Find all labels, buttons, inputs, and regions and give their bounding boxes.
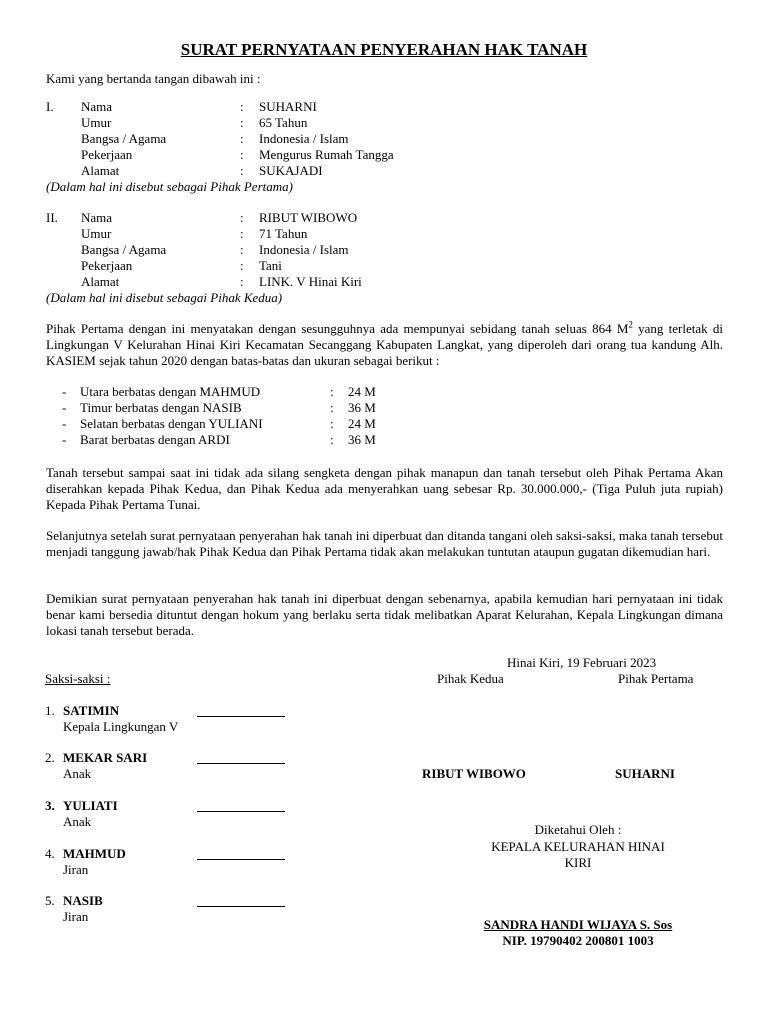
party-1-row	[46, 163, 726, 179]
paragraph-transfer	[46, 465, 723, 513]
bullet-dash: -	[62, 432, 67, 447]
witness-entry	[45, 750, 305, 784]
field-value: Mengurus Rumah Tangga	[259, 147, 394, 162]
party-1-note: (Dalam hal ini disebut sebagai Pihak Pertama)	[46, 179, 293, 194]
colon: :	[240, 163, 244, 178]
boundary-list	[62, 384, 422, 448]
field-label: Umur	[81, 115, 112, 130]
witness-role: Jiran	[63, 909, 89, 924]
witness-name: MAHMUD	[63, 846, 126, 861]
party-2-row	[46, 258, 726, 274]
signature-line	[197, 763, 285, 764]
witness-number: 5.	[45, 893, 55, 908]
colon: :	[240, 226, 244, 241]
field-value: 71 Tahun	[259, 226, 308, 241]
boundary-item	[62, 432, 422, 448]
field-value: Indonesia / Islam	[259, 242, 349, 257]
signature-line	[197, 859, 285, 860]
boundary-item	[62, 416, 422, 432]
para-3-text: Selanjutnya setelah surat pernyataan penyerahan hak tanah ini diperbuat dan ditanda tangani oleh saksi-saksi, maka tanah tersebut menjadi tanggung jawab/hak Pihak Kedua dan Pihak Pertama tidak akan melakukan tuntutan ataupun gugatan dikemudian hari.	[46, 528, 723, 559]
party-1-row	[46, 147, 726, 163]
area-superscript: 2	[628, 319, 633, 330]
paragraph-land-description	[46, 321, 723, 369]
field-value: LINK. V Hinai Kiri	[259, 274, 362, 289]
witnesses-heading: Saksi-saksi :	[45, 671, 111, 686]
field-label: Nama	[81, 210, 113, 225]
field-label: Pekerjaan	[81, 147, 133, 162]
party-2-row	[46, 210, 726, 226]
signer-pihak-pertama: SUHARNI	[615, 766, 675, 781]
para-1-text: Pihak Pertama dengan ini menyatakan dengan sesungguhnya ada mempunyai sebidang tanah seluas 864 M	[46, 321, 629, 336]
witness-name: SATIMIN	[63, 703, 120, 718]
colon: :	[330, 416, 334, 431]
boundary-text: Barat berbatas dengan ARDI	[80, 432, 230, 447]
witness-entry	[45, 798, 305, 832]
boundary-text: Selatan berbatas dengan YULIANI	[80, 416, 263, 431]
party-1-row	[46, 115, 726, 131]
boundary-text: Utara berbatas dengan MAHMUD	[80, 384, 261, 399]
field-label: Alamat	[81, 163, 120, 178]
boundary-item	[62, 384, 422, 400]
office-title-line-2: KIRI	[564, 855, 592, 870]
colon: :	[240, 274, 244, 289]
field-label: Nama	[81, 99, 113, 114]
colon: :	[240, 258, 244, 273]
field-value: 65 Tahun	[259, 115, 308, 130]
document-title: SURAT PERNYATAAN PENYERAHAN HAK TANAH	[180, 40, 588, 59]
party-2-section	[46, 210, 726, 306]
witness-number: 4.	[45, 846, 55, 861]
party-1-number: I.	[46, 99, 54, 114]
boundary-size: 24 M	[348, 416, 376, 431]
bullet-dash: -	[62, 416, 67, 431]
signature-line	[197, 716, 285, 717]
witness-entry	[45, 893, 305, 927]
party-2-number: II.	[46, 210, 58, 225]
signature-line	[197, 811, 285, 812]
colon: :	[240, 210, 244, 225]
field-value: RIBUT WIBOWO	[259, 210, 358, 225]
boundary-text: Timur berbatas dengan NASIB	[80, 400, 242, 415]
colon: :	[240, 131, 244, 146]
colon: :	[240, 147, 244, 162]
signer-pihak-kedua: RIBUT WIBOWO	[422, 766, 526, 781]
boundary-size: 36 M	[348, 400, 376, 415]
bullet-dash: -	[62, 400, 67, 415]
colon: :	[330, 384, 334, 399]
witness-role: Kepala Lingkungan V	[63, 719, 179, 734]
field-label: Bangsa / Agama	[81, 131, 167, 146]
witness-role: Anak	[63, 766, 92, 781]
witness-number: 1.	[45, 703, 55, 718]
field-value: SUKAJADI	[259, 163, 323, 178]
signature-line	[197, 906, 285, 907]
boundary-size: 24 M	[348, 384, 376, 399]
known-by-label: Diketahui Oleh :	[534, 822, 622, 837]
party-1-row	[46, 99, 726, 115]
field-label: Bangsa / Agama	[81, 242, 167, 257]
party-1-row	[46, 131, 726, 147]
paragraph-responsibility	[46, 528, 723, 560]
witness-entry	[45, 703, 305, 737]
pihak-pertama-label: Pihak Pertama	[618, 671, 694, 686]
intro-text: Kami yang bertanda tangan dibawah ini :	[46, 71, 261, 86]
colon: :	[240, 115, 244, 130]
colon: :	[240, 99, 244, 114]
witness-name: YULIATI	[63, 798, 118, 813]
paragraph-closing	[46, 591, 723, 639]
pihak-kedua-label: Pihak Kedua	[437, 671, 504, 686]
field-label: Alamat	[81, 274, 120, 289]
witness-entry	[45, 846, 305, 880]
party-1-section	[46, 99, 726, 195]
field-value: Tani	[259, 258, 282, 273]
colon: :	[330, 400, 334, 415]
place-date: Hinai Kiri, 19 Februari 2023	[507, 655, 657, 670]
party-2-row	[46, 242, 726, 258]
boundary-item	[62, 400, 422, 416]
witness-number: 3.	[45, 798, 55, 813]
para-4-text: Demikian surat pernyataan penyerahan hak tanah ini diperbuat dengan sebenarnya, apabila kemudian hari pernyataan ini tidak benar kami bersedia dituntut dengan hokum yang berlaku serta tidak melibatkan Aparat Kelurahan, Kepala Lingkungan dimana lokasi tanah tersebut berada.	[46, 591, 723, 638]
boundary-size: 36 M	[348, 432, 376, 447]
witness-role: Anak	[63, 814, 92, 829]
field-label: Umur	[81, 226, 112, 241]
field-value: SUHARNI	[259, 99, 317, 114]
witness-role: Jiran	[63, 862, 89, 877]
para-1-text-cont: yang terletak di Lingkungan V Kelurahan Hinai Kiri Kecamatan Secanggang Kabupaten Langkat, yang diperoleh dari orang tua kandung Alh. KASIEM sejak tahun 2020 dengan batas-batas dan ukuran sebagai berikut :	[46, 321, 724, 368]
para-2-text: Tanah tersebut sampai saat ini tidak ada silang sengketa dengan pihak manapun dan tanah tersebut oleh Pihak Pertama Akan diserahkan kepada Pihak Kedua, dan Pihak Kedua ada menyerahkan uang sebesar Rp. 30.000.000,- (Tiga Puluh juta rupiah) Kepada Pihak Pertama Tunai.	[46, 465, 723, 512]
witness-number: 2.	[45, 750, 55, 765]
witness-name: MEKAR SARI	[63, 750, 148, 765]
official-nip: NIP. 19790402 200801 1003	[502, 933, 654, 948]
party-2-note: (Dalam hal ini disebut sebagai Pihak Kedua)	[46, 290, 283, 305]
colon: :	[240, 242, 244, 257]
colon: :	[330, 432, 334, 447]
witness-name: NASIB	[63, 893, 103, 908]
bullet-dash: -	[62, 384, 67, 399]
office-title-line-1: KEPALA KELURAHAN HINAI	[491, 839, 665, 854]
official-name: SANDRA HANDI WIJAYA S. Sos	[483, 917, 673, 932]
party-2-row	[46, 226, 726, 242]
field-value: Indonesia / Islam	[259, 131, 349, 146]
party-2-row	[46, 274, 726, 290]
field-label: Pekerjaan	[81, 258, 133, 273]
